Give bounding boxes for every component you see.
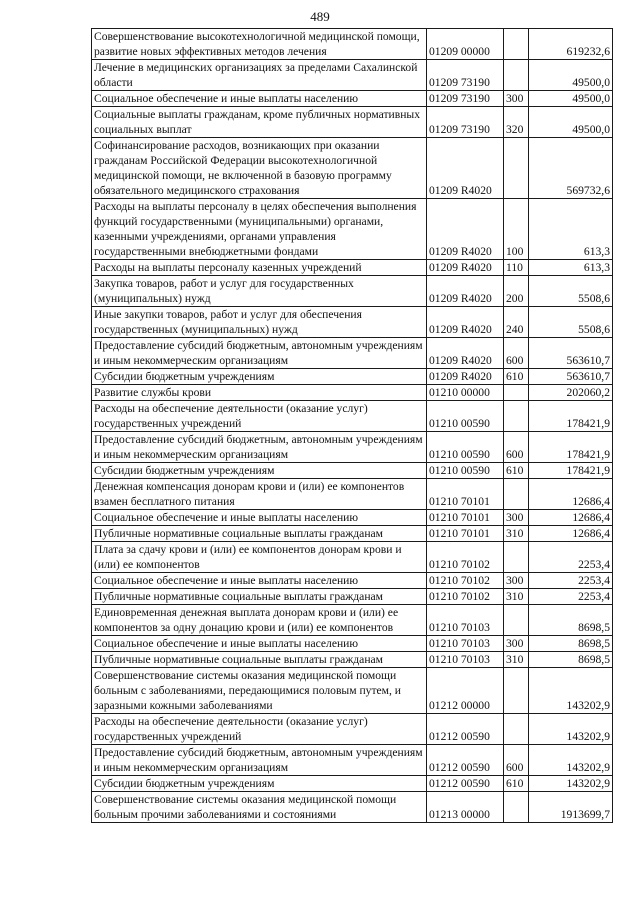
- target-article-code-cell: 01210 70103: [427, 636, 504, 652]
- table-row: [92, 479, 613, 510]
- target-article-code-cell: 01210 70101: [427, 526, 504, 542]
- expense-type-cell: [504, 542, 529, 573]
- amount-cell: 143202,9: [529, 668, 613, 714]
- target-article-code-cell: 01209 73190: [427, 60, 504, 91]
- table-row: [92, 260, 613, 276]
- expense-type-cell: 110: [504, 260, 529, 276]
- expense-type-cell: 600: [504, 432, 529, 463]
- expense-name-cell: Расходы на выплаты персоналу казенных учреждений: [92, 260, 427, 276]
- table-row: [92, 510, 613, 526]
- expense-type-cell: 200: [504, 276, 529, 307]
- expense-type-cell: 310: [504, 652, 529, 668]
- table-row: [92, 526, 613, 542]
- table-row: [92, 652, 613, 668]
- target-article-code-cell: 01209 73190: [427, 91, 504, 107]
- table-row: [92, 385, 613, 401]
- expense-name-cell: Предоставление субсидий бюджетным, автономным учреждениям и иным некоммерческим организациям: [92, 432, 427, 463]
- table-row: [92, 29, 613, 60]
- expense-name-cell: Иные закупки товаров, работ и услуг для обеспечения государственных (муниципальных) нужд: [92, 307, 427, 338]
- target-article-code-cell: 01210 70103: [427, 605, 504, 636]
- expense-name-cell: Социальное обеспечение и иные выплаты населению: [92, 510, 427, 526]
- target-article-code-cell: 01209 R4020: [427, 338, 504, 369]
- expense-name-cell: Лечение в медицинских организациях за пределами Сахалинской области: [92, 60, 427, 91]
- target-article-code-cell: 01212 00590: [427, 745, 504, 776]
- expense-name-cell: Предоставление субсидий бюджетным, автономным учреждениям и иным некоммерческим организациям: [92, 338, 427, 369]
- target-article-code-cell: 01210 00590: [427, 401, 504, 432]
- expense-name-cell: Расходы на обеспечение деятельности (оказание услуг) государственных учреждений: [92, 401, 427, 432]
- amount-cell: 12686,4: [529, 510, 613, 526]
- expense-type-cell: [504, 714, 529, 745]
- expense-name-cell: Совершенствование системы оказания медицинской помощи больным с заболеваниями, передающимися половым путем, и заразными кожными заболеваниями: [92, 668, 427, 714]
- amount-cell: 49500,0: [529, 60, 613, 91]
- table-row: [92, 714, 613, 745]
- target-article-code-cell: 01210 00000: [427, 385, 504, 401]
- target-article-code-cell: 01210 70102: [427, 542, 504, 573]
- expense-name-cell: Публичные нормативные социальные выплаты гражданам: [92, 589, 427, 605]
- table-row: [92, 307, 613, 338]
- amount-cell: 202060,2: [529, 385, 613, 401]
- amount-cell: 178421,9: [529, 432, 613, 463]
- expense-name-cell: Расходы на выплаты персоналу в целях обеспечения выполнения функций государственными (муниципальными) органами, казенными учреждениями, органами управления государственными внебюджетными фондами: [92, 199, 427, 260]
- target-article-code-cell: 01210 00590: [427, 463, 504, 479]
- expense-type-cell: 610: [504, 369, 529, 385]
- target-article-code-cell: 01209 00000: [427, 29, 504, 60]
- page-number: 489: [310, 9, 330, 24]
- target-article-code-cell: 01213 00000: [427, 792, 504, 823]
- target-article-code-cell: 01212 00590: [427, 776, 504, 792]
- amount-cell: 569732,6: [529, 138, 613, 199]
- expense-name-cell: Совершенствование высокотехнологичной медицинской помощи, развитие новых эффективных методов лечения: [92, 29, 427, 60]
- expense-type-cell: 310: [504, 589, 529, 605]
- expense-type-cell: 100: [504, 199, 529, 260]
- amount-cell: 8698,5: [529, 652, 613, 668]
- expense-type-cell: 300: [504, 91, 529, 107]
- table-row: [92, 199, 613, 260]
- amount-cell: 563610,7: [529, 369, 613, 385]
- amount-cell: 619232,6: [529, 29, 613, 60]
- expense-name-cell: Социальное обеспечение и иные выплаты населению: [92, 636, 427, 652]
- expense-type-cell: [504, 792, 529, 823]
- table-row: [92, 589, 613, 605]
- amount-cell: 1913699,7: [529, 792, 613, 823]
- amount-cell: 8698,5: [529, 636, 613, 652]
- expense-type-cell: 300: [504, 636, 529, 652]
- target-article-code-cell: 01209 R4020: [427, 276, 504, 307]
- expense-type-cell: [504, 668, 529, 714]
- target-article-code-cell: 01209 R4020: [427, 138, 504, 199]
- target-article-code-cell: 01209 R4020: [427, 369, 504, 385]
- target-article-code-cell: 01210 70102: [427, 573, 504, 589]
- table-row: [92, 338, 613, 369]
- expense-type-cell: [504, 605, 529, 636]
- expense-type-cell: [504, 29, 529, 60]
- expense-type-cell: 610: [504, 776, 529, 792]
- table-row: [92, 60, 613, 91]
- amount-cell: 8698,5: [529, 605, 613, 636]
- target-article-code-cell: 01212 00590: [427, 714, 504, 745]
- table-row: [92, 91, 613, 107]
- target-article-code-cell: 01209 R4020: [427, 199, 504, 260]
- amount-cell: 613,3: [529, 260, 613, 276]
- expense-type-cell: [504, 60, 529, 91]
- target-article-code-cell: 01210 70101: [427, 510, 504, 526]
- expense-type-cell: [504, 479, 529, 510]
- table-row: [92, 776, 613, 792]
- expense-name-cell: Закупка товаров, работ и услуг для государственных (муниципальных) нужд: [92, 276, 427, 307]
- table-row: [92, 792, 613, 823]
- expense-type-cell: [504, 401, 529, 432]
- expense-type-cell: 240: [504, 307, 529, 338]
- expense-name-cell: Субсидии бюджетным учреждениям: [92, 776, 427, 792]
- expense-type-cell: 300: [504, 510, 529, 526]
- expense-type-cell: 320: [504, 107, 529, 138]
- expense-type-cell: 300: [504, 573, 529, 589]
- expense-name-cell: Софинансирование расходов, возникающих при оказании гражданам Российской Федерации высокотехнологичной медицинской помощи, не включенной в базовую программу обязательного медицинского страхования: [92, 138, 427, 199]
- expense-name-cell: Совершенствование системы оказания медицинской помощи больным прочими заболеваниями и состояниями: [92, 792, 427, 823]
- expense-name-cell: Расходы на обеспечение деятельности (оказание услуг) государственных учреждений: [92, 714, 427, 745]
- amount-cell: 143202,9: [529, 745, 613, 776]
- target-article-code-cell: 01209 R4020: [427, 260, 504, 276]
- table-row: [92, 401, 613, 432]
- expense-name-cell: Социальные выплаты гражданам, кроме публичных нормативных социальных выплат: [92, 107, 427, 138]
- table-row: [92, 745, 613, 776]
- amount-cell: 178421,9: [529, 401, 613, 432]
- amount-cell: 12686,4: [529, 479, 613, 510]
- table-row: [92, 542, 613, 573]
- amount-cell: 5508,6: [529, 276, 613, 307]
- table-row: [92, 276, 613, 307]
- expense-type-cell: 600: [504, 338, 529, 369]
- amount-cell: 5508,6: [529, 307, 613, 338]
- expense-type-cell: 310: [504, 526, 529, 542]
- expense-name-cell: Предоставление субсидий бюджетным, автономным учреждениям и иным некоммерческим организациям: [92, 745, 427, 776]
- budget-table: [91, 28, 613, 823]
- amount-cell: 613,3: [529, 199, 613, 260]
- amount-cell: 143202,9: [529, 714, 613, 745]
- budget-table-body: [92, 29, 613, 823]
- expense-name-cell: Субсидии бюджетным учреждениям: [92, 369, 427, 385]
- amount-cell: 12686,4: [529, 526, 613, 542]
- target-article-code-cell: 01209 R4020: [427, 307, 504, 338]
- target-article-code-cell: 01210 70103: [427, 652, 504, 668]
- expense-name-cell: Публичные нормативные социальные выплаты гражданам: [92, 652, 427, 668]
- table-row: [92, 138, 613, 199]
- target-article-code-cell: 01210 70101: [427, 479, 504, 510]
- expense-name-cell: Публичные нормативные социальные выплаты гражданам: [92, 526, 427, 542]
- table-row: [92, 432, 613, 463]
- expense-name-cell: Развитие службы крови: [92, 385, 427, 401]
- expense-name-cell: Социальное обеспечение и иные выплаты населению: [92, 91, 427, 107]
- amount-cell: 143202,9: [529, 776, 613, 792]
- amount-cell: 178421,9: [529, 463, 613, 479]
- amount-cell: 49500,0: [529, 91, 613, 107]
- expense-name-cell: Единовременная денежная выплата донорам крови и (или) ее компонентов за одну донацию крови и (или) ее компонентов: [92, 605, 427, 636]
- expense-name-cell: Социальное обеспечение и иные выплаты населению: [92, 573, 427, 589]
- table-row: [92, 636, 613, 652]
- amount-cell: 49500,0: [529, 107, 613, 138]
- expense-type-cell: [504, 138, 529, 199]
- target-article-code-cell: 01210 70102: [427, 589, 504, 605]
- table-row: [92, 369, 613, 385]
- table-row: [92, 463, 613, 479]
- amount-cell: 2253,4: [529, 542, 613, 573]
- amount-cell: 2253,4: [529, 573, 613, 589]
- amount-cell: 563610,7: [529, 338, 613, 369]
- amount-cell: 2253,4: [529, 589, 613, 605]
- target-article-code-cell: 01212 00000: [427, 668, 504, 714]
- expense-name-cell: Плата за сдачу крови и (или) ее компонентов донорам крови и (или) ее компонентов: [92, 542, 427, 573]
- table-row: [92, 573, 613, 589]
- expense-name-cell: Субсидии бюджетным учреждениям: [92, 463, 427, 479]
- target-article-code-cell: 01209 73190: [427, 107, 504, 138]
- table-row: [92, 605, 613, 636]
- table-row: [92, 668, 613, 714]
- expense-type-cell: 600: [504, 745, 529, 776]
- expense-type-cell: 610: [504, 463, 529, 479]
- expense-type-cell: [504, 385, 529, 401]
- table-row: [92, 107, 613, 138]
- expense-name-cell: Денежная компенсация донорам крови и (или) ее компонентов взамен бесплатного питания: [92, 479, 427, 510]
- target-article-code-cell: 01210 00590: [427, 432, 504, 463]
